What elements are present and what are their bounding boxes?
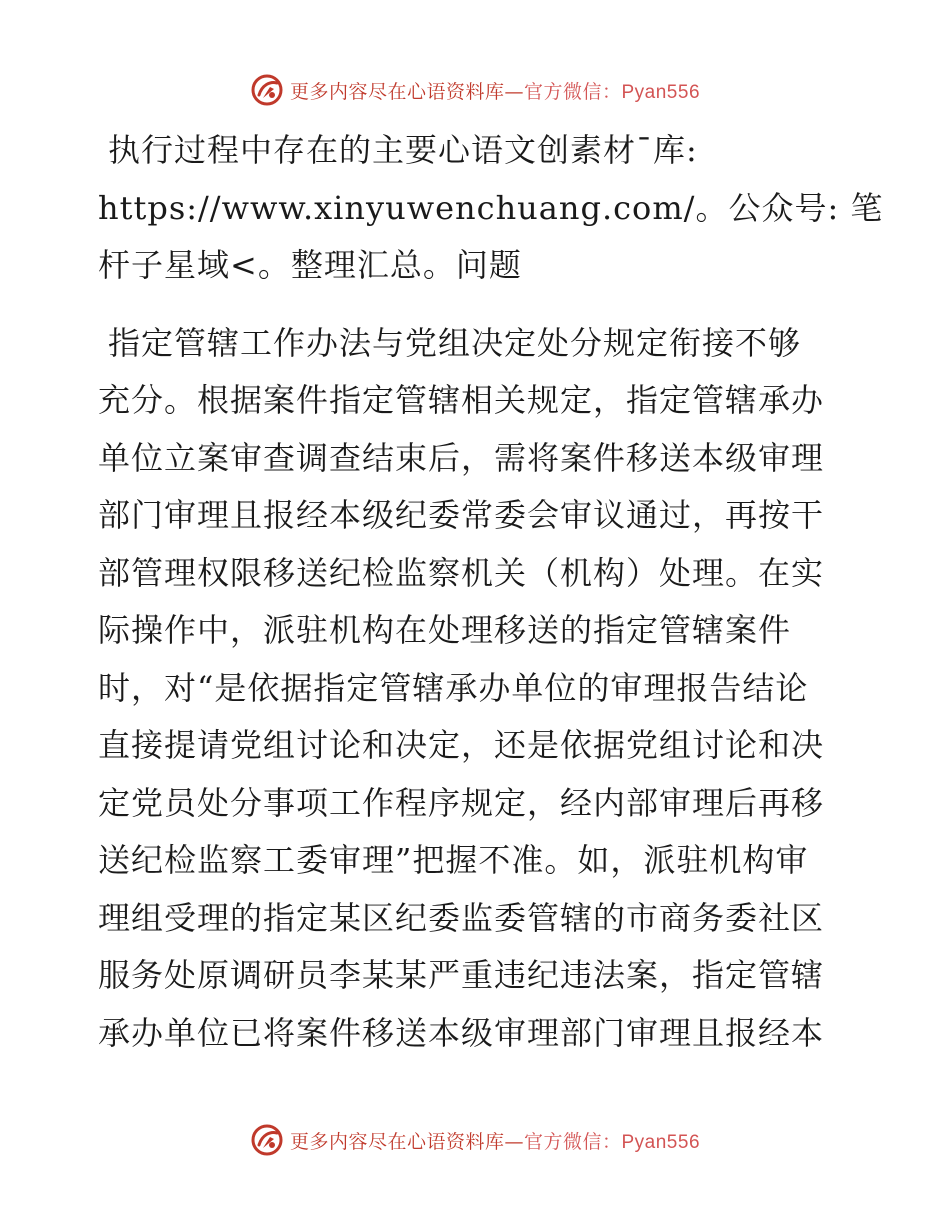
body-line: 直接提请党组讨论和决定，还是依据党组讨论和决 (98, 726, 825, 764)
footer-banner-text (290, 1127, 700, 1154)
body-paragraph (98, 315, 858, 1063)
body-line: 承办单位已将案件移送本级审理部门审理且报经本 (98, 1013, 825, 1052)
body-line: 部门审理且报经本级纪委常委会审议通过，再按干 (98, 496, 825, 534)
body-line: 充分。根据案件指定管辖相关规定，指定管辖承办 (98, 381, 825, 419)
body-line: 单位立案审查调查结束后，需将案件移送本级审理 (98, 438, 825, 477)
body-line: 理组受理的指定某区纪委监委管辖的市商务委社区 (98, 898, 825, 937)
footer-contact-text: 官方微信：Pyan556 (524, 1131, 701, 1153)
intro-paragraph (98, 122, 884, 295)
document-body (98, 122, 884, 1062)
intro-line: 杆子星域<。整理汇总。问题 (98, 246, 522, 284)
header-banner (0, 70, 950, 110)
body-line: 送纪检监察工委审理”把握不准。如，派驻机构审 (98, 841, 809, 879)
body-line: 际操作中，派驻机构在处理移送的指定管辖案件 (98, 611, 792, 649)
footer-banner (0, 1120, 950, 1160)
header-banner-text (290, 77, 700, 104)
body-line: 时，对“是依据指定管辖承办单位的审理报告结论 (98, 668, 809, 707)
header-brand-text: 更多内容尽在心语资料库 (289, 80, 505, 103)
body-line: 指定管辖工作办法与党组决定处分规定衔接不够 (108, 323, 802, 362)
body-line: 部管理权限移送纪检监察机关（机构）处理。在实 (98, 553, 825, 592)
footer-brand-text: 更多内容尽在心语资料库 (289, 1130, 505, 1153)
footer-separator: — (504, 1130, 524, 1153)
body-line: 服务处原调研员李某某严重违纪违法案，指定管辖 (98, 956, 825, 994)
intro-line: 执行过程中存在的主要心语文创素材¯库: (108, 131, 698, 169)
brand-logo-icon (250, 1123, 284, 1157)
header-separator: — (504, 80, 524, 103)
header-contact-text: 官方微信：Pyan556 (524, 81, 701, 103)
body-line: 定党员处分事项工作程序规定，经内部审理后再移 (98, 783, 825, 822)
intro-line: https://www.xinyuwenchuang.com/。公众号: 笔 (98, 188, 884, 227)
brand-logo-icon (250, 73, 284, 107)
